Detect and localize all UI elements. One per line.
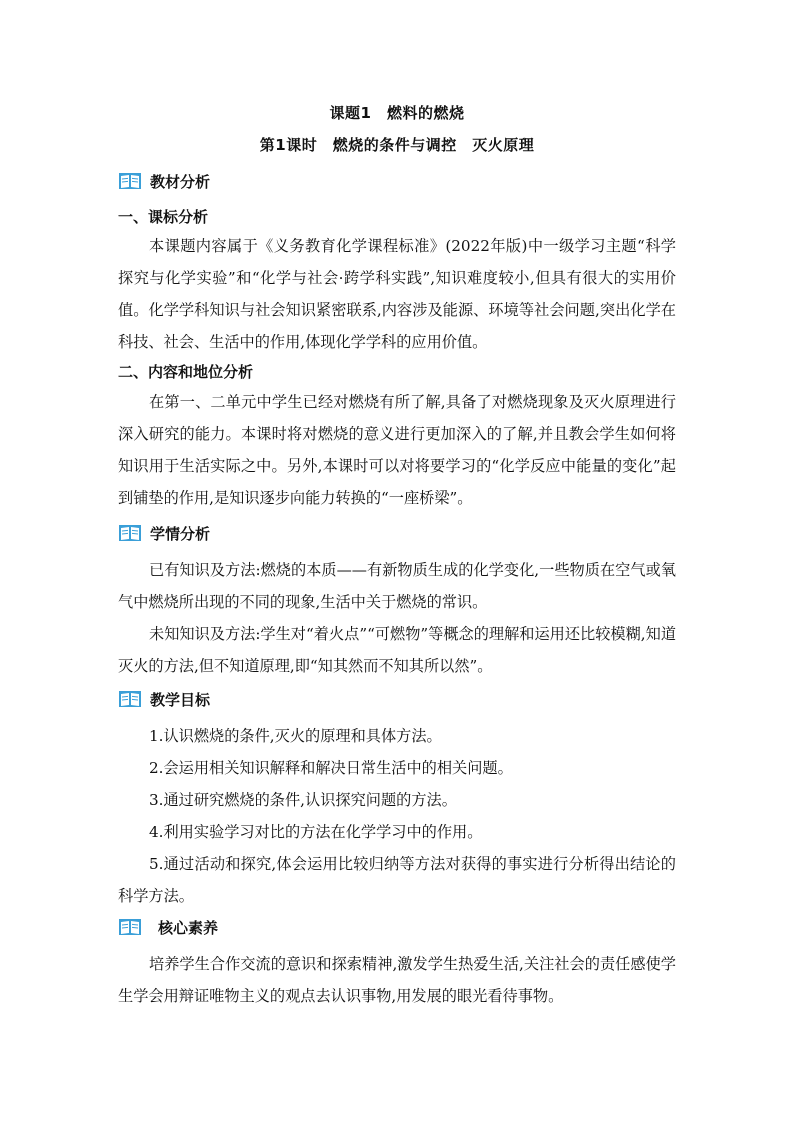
literacy-paragraph: 培养学生合作交流的意识和探索精神,激发学生热爱生活,关注社会的责任感使学生学会用辩证唯物主义的观点去认识事物,用发展的眼光看待事物。 (118, 955, 676, 1005)
book-icon (118, 917, 142, 937)
section-label: 教材分析 (150, 172, 211, 191)
standard-paragraph: 本课题内容属于《义务教育化学课程标准》(2022年版)中一级学习主题“科学探究与化学实验”和“化学与社会·跨学科实践”,知识难度较小,但具有很大的实用价值。化学学科知识与社会知识紧密联系,内容涉及能源、环境等社会问题,突出化学在科技、社会、生活中的作用,体现化学学科的应用价值。 (118, 237, 676, 351)
content-heading: 二、内容和地位分析 (118, 363, 254, 381)
section-textbook-analysis (118, 170, 210, 192)
section-label: 教学目标 (150, 690, 211, 709)
goal-item: 3.通过研究燃烧的条件,认识探究问题的方法。 (149, 791, 457, 809)
period-title: 第1课时 燃烧的条件与调控 灭火原理 (259, 136, 535, 154)
goal-item: 2.会运用相关知识解释和解决日常生活中的相关问题。 (149, 759, 513, 777)
goal-item: 1.认识燃烧的条件,灭火的原理和具体方法。 (149, 727, 442, 745)
goal-item: 5.通过活动和探究,体会运用比较归纳等方法对获得的事实进行分析得出结论的科学方法。 (118, 855, 676, 905)
book-icon (118, 523, 142, 543)
section-label: 核心素养 (158, 918, 219, 937)
unknown-knowledge-paragraph: 未知知识及方法:学生对“着火点”“可燃物”等概念的理解和运用还比较模糊,知道灭火的方法,但不知道原理,即“知其然而不知其所以然”。 (118, 625, 677, 675)
section-label: 学情分析 (150, 524, 211, 543)
known-knowledge-paragraph: 已有知识及方法:燃烧的本质——有新物质生成的化学变化,一些物质在空气或氧气中燃烧所出现的不同的现象,生活中关于燃烧的常识。 (118, 561, 676, 611)
standard-heading: 一、课标分析 (118, 208, 209, 226)
content-paragraph: 在第一、二单元中学生已经对燃烧有所了解,具备了对燃烧现象及灭火原理进行深入研究的能力。本课时将对燃烧的意义进行更加深入的了解,并且教会学生如何将知识用于生活实际之中。另外,本课时可以对将要学习的“化学反应中能量的变化”起到铺垫的作用,是知识逐步向能力转换的“一座桥梁”。 (118, 393, 676, 507)
section-learner-analysis (118, 522, 210, 544)
goal-item: 4.利用实验学习对比的方法在化学学习中的作用。 (149, 823, 483, 841)
book-icon (118, 689, 142, 709)
lesson-title: 课题1 燃料的燃烧 (329, 104, 465, 122)
section-teaching-goals (118, 688, 210, 710)
book-icon (118, 171, 142, 191)
section-core-literacy (118, 916, 218, 938)
